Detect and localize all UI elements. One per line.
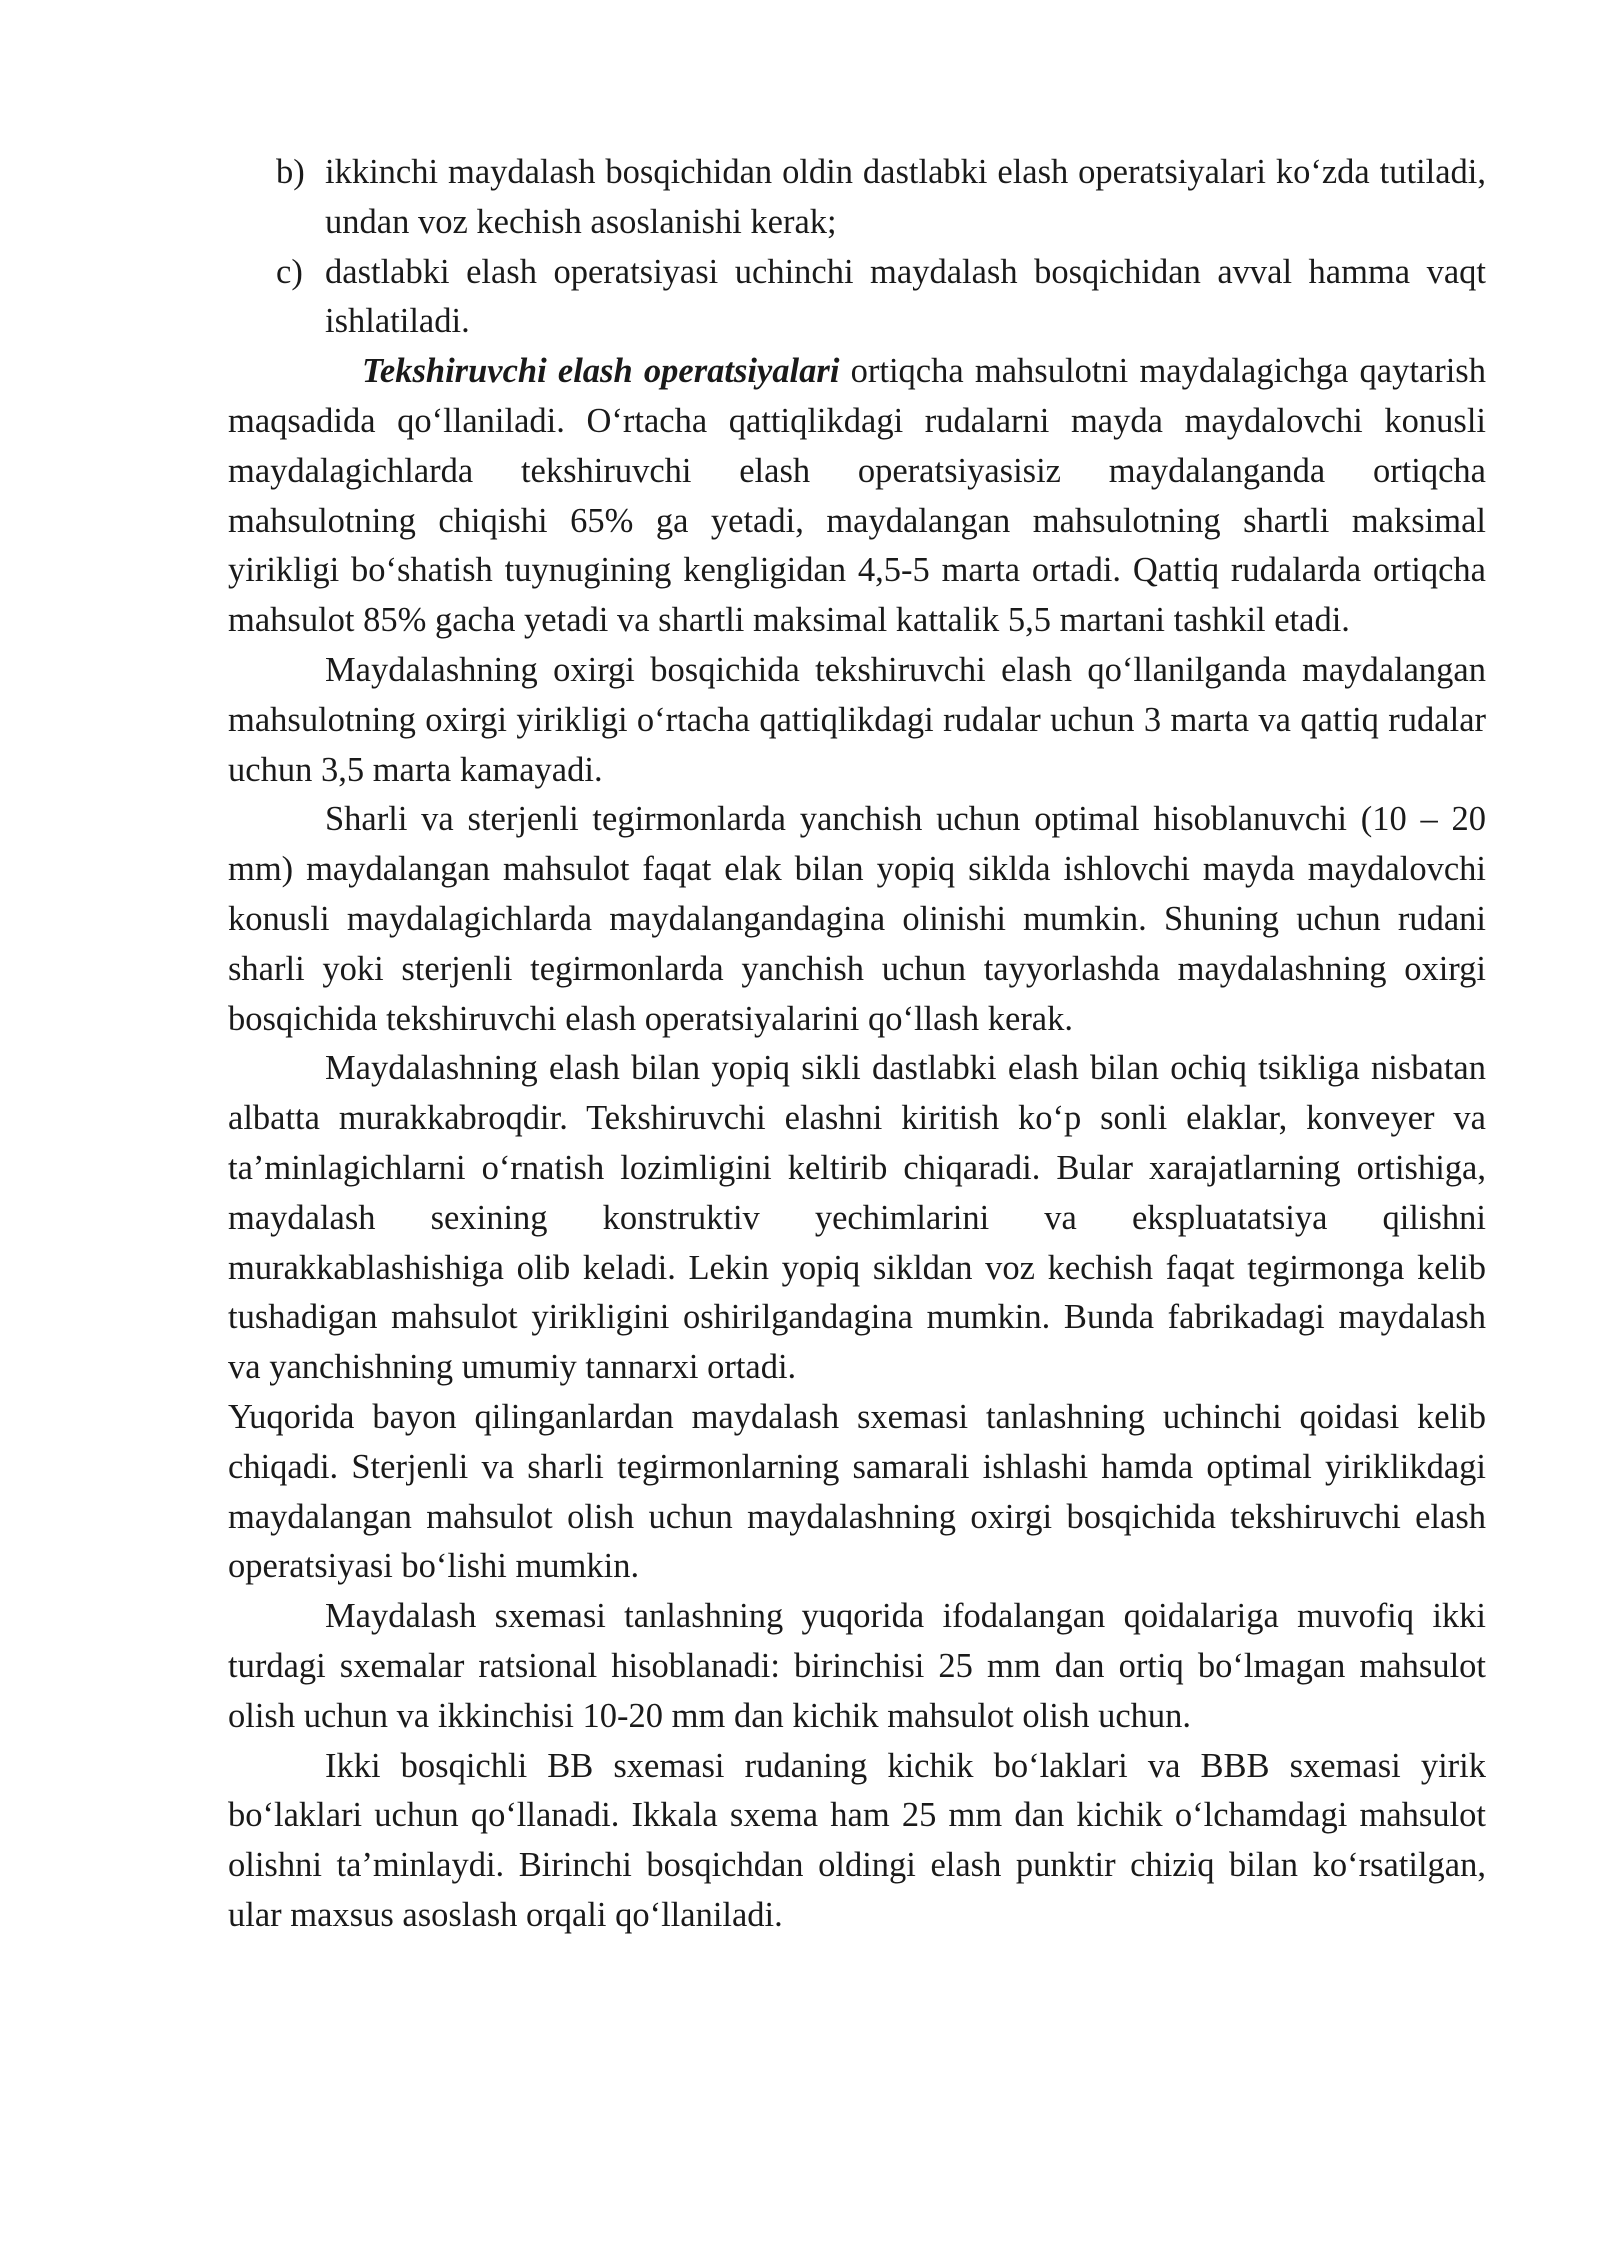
paragraph-closed-cycle: Maydalashning elash bilan yopiq sikli dastlabki elash bilan ochiq tsikliga nisbatan albatta murakkabroqdir. Tekshiruvchi elashni kiritish ko‘p sonli elaklar, konveyer va ta’minlagichlarni o‘rnatish lozimligini keltirib chiqaradi. Bular xarajatlarning ortishiga, maydalash sexining konstruktiv yechimlarini va ekspluatatsiya qilishni murakkablashishiga olib keladi. Lekin yopiq sikldan voz kechish faqat tegirmonga kelib tushadigan mahsulot yirikligini oshirilgandagina mumkin. Bunda fabrikadagi maydalash va yanchishning umumiy tannarxi ortadi. <box>228 1049 1486 1387</box>
paragraph-final-stage: Maydalashning oxirgi bosqichida tekshiruvchi elash qo‘llanilganda maydalangan mahsulotning oxirgi yirikligi o‘rtacha qattiqlikdagi rudalar uchun 3 marta va qattiq rudalar uchun 3,5 marta kamayadi. <box>228 650 1486 789</box>
list-item <box>228 148 1486 248</box>
list-item-text: dastlabki elash operatsiyasi uchinchi maydalash bosqichidan avval hamma vaqt ishlatiladi. <box>325 252 1486 341</box>
list-marker: c) <box>276 252 303 291</box>
term-emphasis: Tekshiruvchi elash operatsiyalari <box>362 352 840 391</box>
paragraph-two-schemes: Maydalash sxemasi tanlashning yuqorida ifodalangan qoidalariga muvofiq ikki turdagi sxemalar ratsional hisoblanadi: birinchisi 25 mm dan ortiq bo‘lmagan mahsulot olish uchun va ikkinchisi 10-20 mm dan kichik mahsulot olish uchun. <box>228 1597 1486 1735</box>
document-page <box>228 148 1486 1941</box>
list-item-text: ikkinchi maydalash bosqichidan oldin dastlabki elash operatsiyalari ko‘zda tutiladi, undan voz kechish asoslanishi kerak; <box>325 153 1486 241</box>
list-marker: b) <box>276 153 305 191</box>
paragraph-bb-bbb: Ikki bosqichli BB sxemasi rudaning kichik bo‘laklari va BBB sxemasi yirik bo‘laklari uchun qo‘llanadi. Ikkala sxema ham 25 mm dan kichik o‘lchamdagi mahsulot olishni ta’minlaydi. Birinchi bosqichdan oldingi elash punktir chiziq bilan ko‘rsatilgan, ular maxsus asoslash orqali qo‘llaniladi. <box>228 1746 1486 1934</box>
list-item <box>228 248 1486 348</box>
paragraph-checking-screening <box>228 347 1486 646</box>
paragraph-text: ortiqcha mahsulotni maydalagichga qaytarish maqsadida qo‘llaniladi. O‘rtacha qattiqlikdagi rudalarni mayda maydalovchi konusli maydalagichlarda tekshiruvchi elash operatsiyasisiz maydalanganda ortiqcha mahsulotning chiqishi 65% ga yetadi, maydalangan mahsulotning shartli maksimal yirikligi bo‘shatish tuynugining kengligidan 4,5-5 marta ortadi. Qattiq rudalarda ortiqcha mahsulot 85% gacha yetadi va shartli maksimal kattalik 5,5 martani tashkil etadi. <box>228 352 1486 640</box>
paragraph-third-rule: Yuqorida bayon qilinganlardan maydalash sxemasi tanlashning uchinchi qoidasi kelib chiqadi. Sterjenli va sharli tegirmonlarning samarali ishlashi hamda optimal yiriklikdagi maydalangan mahsulot olish uchun maydalashning oxirgi bosqichida tekshiruvchi elash operatsiyasi bo‘lishi mumkin. <box>228 1397 1486 1586</box>
paragraph-mills: Sharli va sterjenli tegirmonlarda yanchish uchun optimal hisoblanuvchi (10 – 20 mm) maydalangan mahsulot faqat elak bilan yopiq siklda ishlovchi mayda maydalovchi konusli maydalagichlarda maydalangandagina olinishi mumkin. Shuning uchun rudani sharli yoki sterjenli tegirmonlarda yanchish uchun tayyorlashda maydalashning oxirgi bosqichida tekshiruvchi elash operatsiyalarini qo‘llash kerak. <box>228 800 1486 1038</box>
